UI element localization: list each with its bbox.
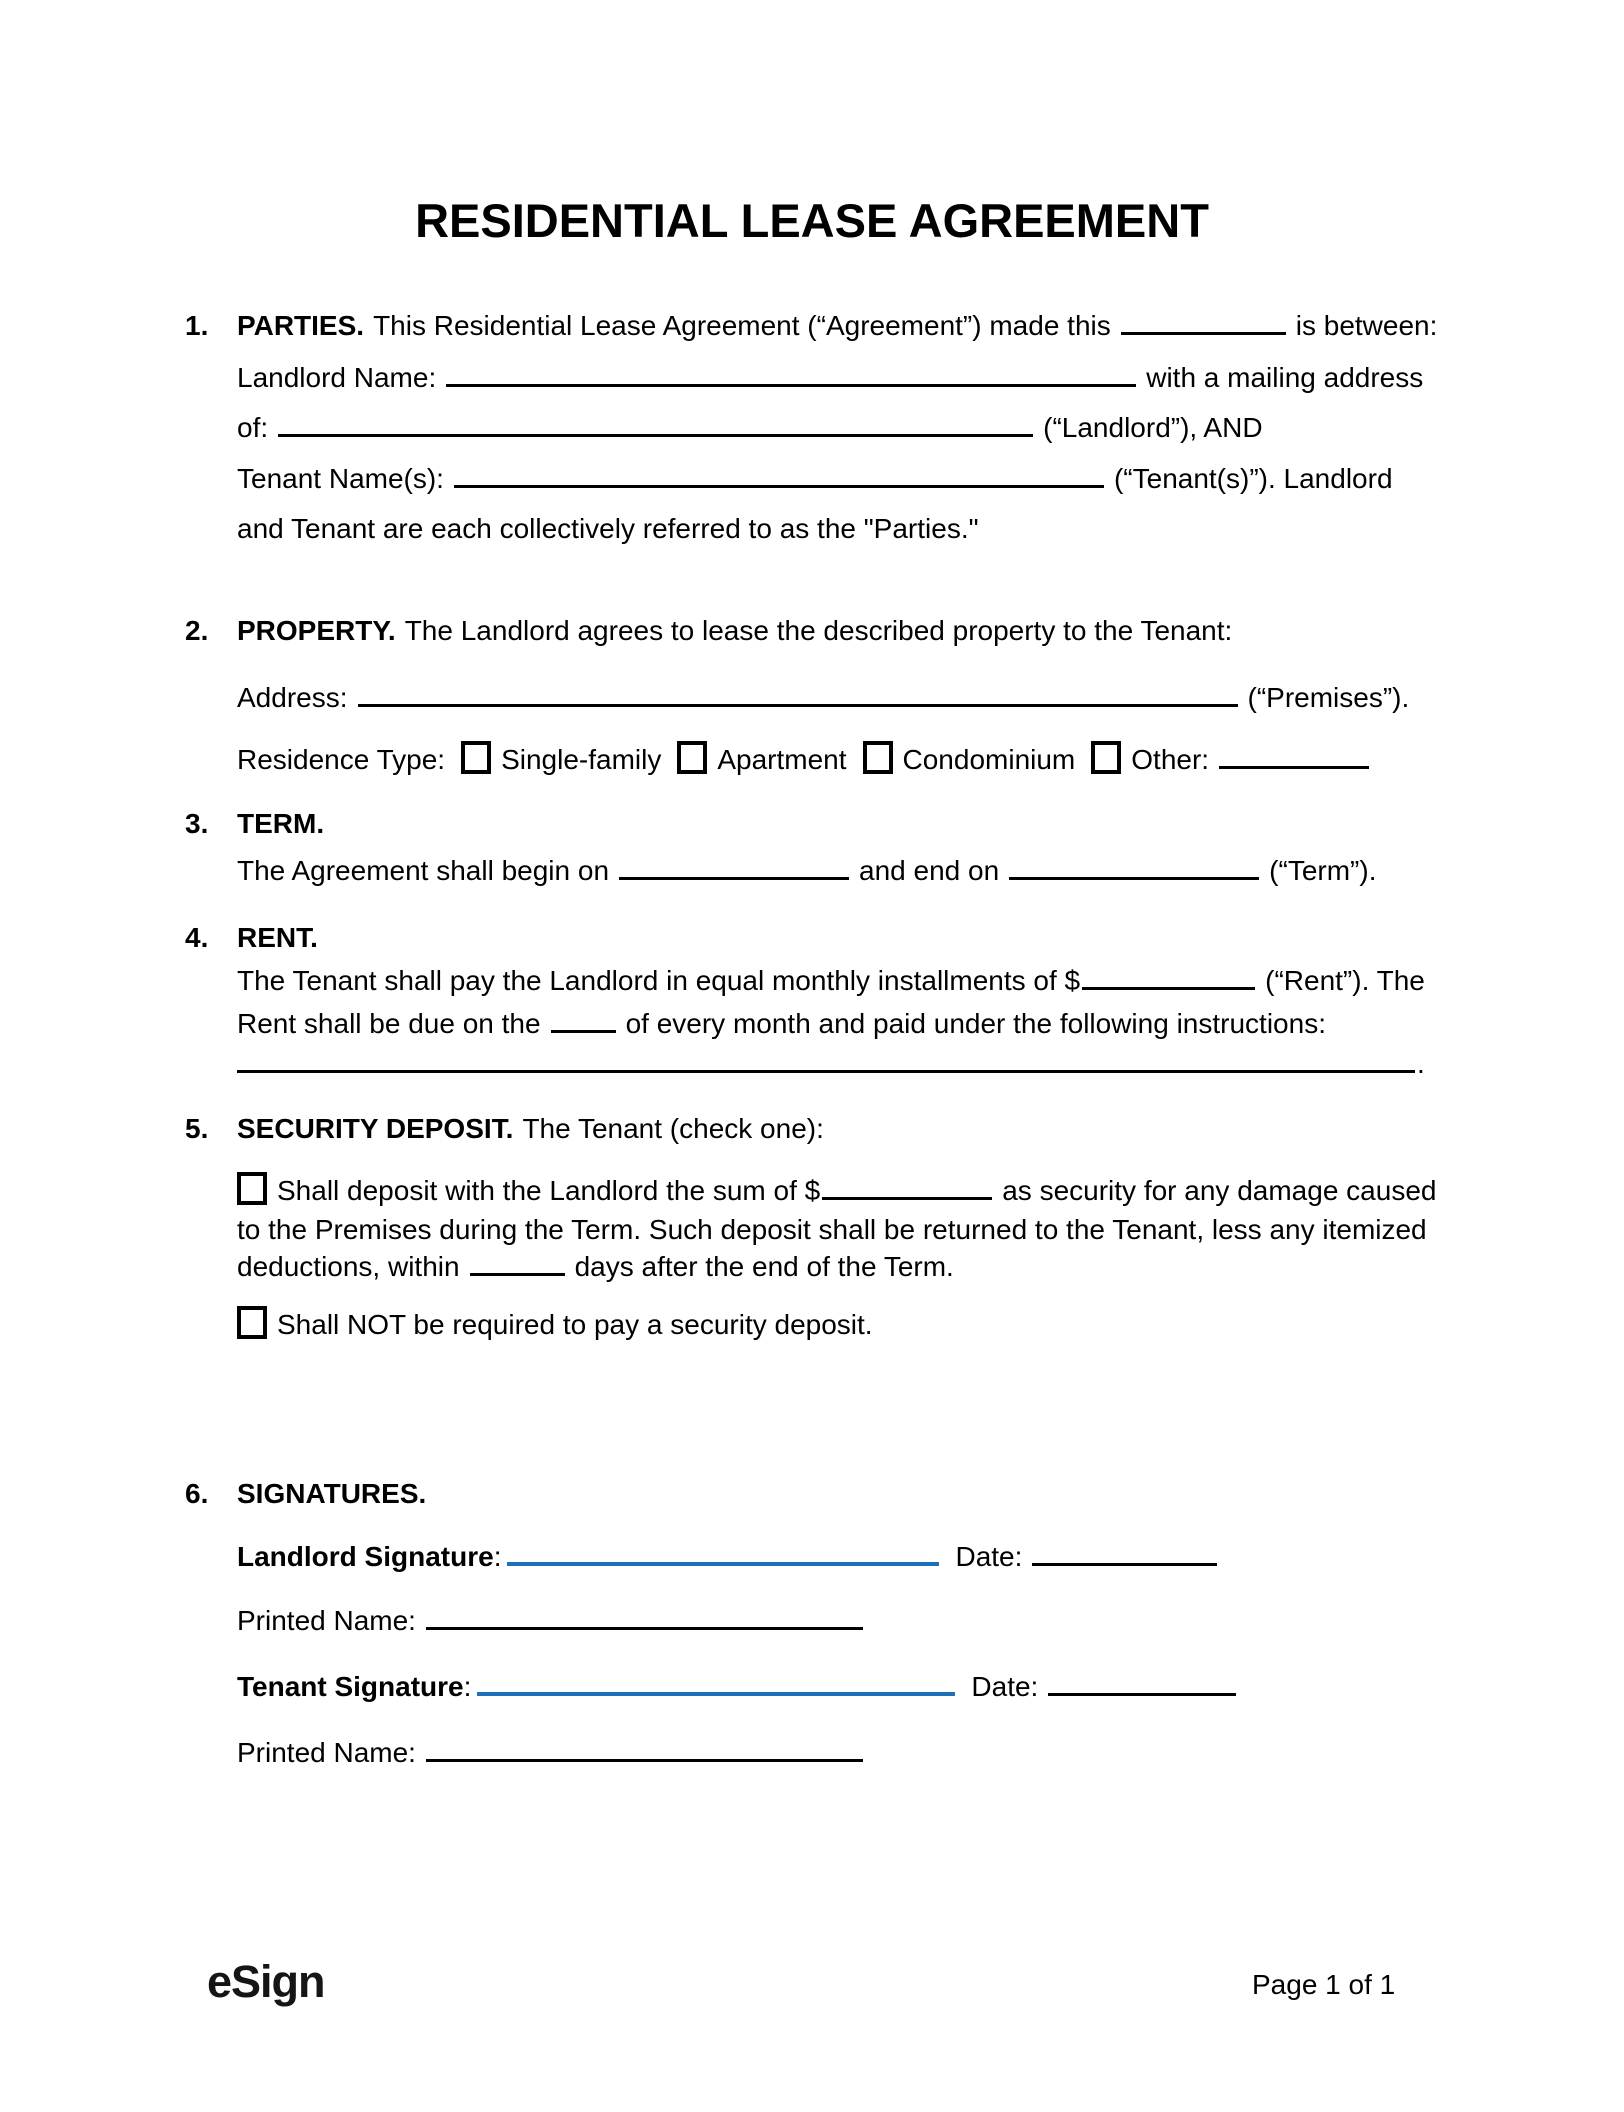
rent-text: Rent shall be due on the xyxy=(237,1008,541,1039)
page-number: Page 1 of 1 xyxy=(1252,1969,1396,2000)
term-line xyxy=(237,853,1376,889)
blank-payment-instructions[interactable] xyxy=(237,1046,1415,1073)
residence-type-label: Residence Type: xyxy=(237,744,446,775)
checkbox-condominium[interactable] xyxy=(863,741,893,774)
term-text: The Agreement shall begin on xyxy=(237,855,610,886)
deposit-option1-line-1 xyxy=(237,1172,1436,1209)
parties-line-1 xyxy=(185,308,1437,344)
rent-text: (“Rent”). The xyxy=(1265,965,1425,996)
rent-heading-line xyxy=(185,920,327,956)
document-title: RESIDENTIAL LEASE AGREEMENT xyxy=(415,194,1209,247)
blank-other-residence[interactable] xyxy=(1219,742,1369,769)
rent-text: . xyxy=(1417,1048,1425,1079)
deposit-text: deductions, within xyxy=(237,1251,460,1282)
blank-term-start-date[interactable] xyxy=(619,853,849,880)
security-deposit-intro: The Tenant (check one): xyxy=(522,1113,824,1144)
landlord-signature-line xyxy=(237,1538,1227,1575)
section-number: 2. xyxy=(185,615,209,646)
parties-line-3 xyxy=(237,410,1263,446)
blank-term-end-date[interactable] xyxy=(1009,853,1259,880)
parties-text: with a mailing address xyxy=(1146,362,1424,393)
date-label: Date: xyxy=(971,1671,1039,1702)
rent-text: The Tenant shall pay the Landlord in equal monthly installments of $ xyxy=(237,965,1081,996)
option-label-apartment: Apartment xyxy=(717,744,847,775)
blank-rent-due-day[interactable] xyxy=(551,1006,616,1033)
blank-landlord-printed-name[interactable] xyxy=(426,1603,863,1630)
checkbox-no-deposit[interactable] xyxy=(237,1306,267,1339)
deposit-text: as security for any damage caused xyxy=(1002,1175,1437,1206)
blank-landlord-address[interactable] xyxy=(278,410,1033,437)
deposit-option1-line-2 xyxy=(237,1212,1427,1248)
premises-text: (“Premises”). xyxy=(1247,682,1410,713)
section-heading-security-deposit: SECURITY DEPOSIT. xyxy=(237,1113,514,1144)
section-number: 4. xyxy=(185,922,209,953)
parties-text: is between: xyxy=(1295,310,1438,341)
option-label-single-family: Single-family xyxy=(501,744,662,775)
rent-line-1 xyxy=(237,963,1425,999)
parties-text: and Tenant are each collectively referred to as the "Parties." xyxy=(237,513,979,544)
parties-line-5 xyxy=(237,511,979,547)
tenant-names-label: Tenant Name(s): xyxy=(237,463,444,494)
landlord-signature-label: Landlord Signature xyxy=(237,1541,494,1572)
section-number: 6. xyxy=(185,1478,209,1509)
blank-tenant-names[interactable] xyxy=(454,461,1104,488)
deposit-text: Shall NOT be required to pay a security deposit. xyxy=(277,1309,873,1340)
blank-tenant-signature-date[interactable] xyxy=(1048,1669,1236,1696)
label-colon: : xyxy=(493,1541,502,1572)
checkbox-shall-deposit[interactable] xyxy=(237,1172,267,1205)
checkbox-single-family[interactable] xyxy=(461,741,491,774)
security-deposit-heading-line xyxy=(185,1111,824,1147)
section-heading-signatures: SIGNATURES. xyxy=(237,1478,427,1509)
property-heading-line xyxy=(185,613,1232,649)
property-address-line xyxy=(237,680,1409,716)
mailing-address-label: of: xyxy=(237,412,269,443)
section-number: 3. xyxy=(185,808,209,839)
section-heading-rent: RENT. xyxy=(237,922,318,953)
parties-text: (“Tenant(s)”). Landlord xyxy=(1113,463,1393,494)
deposit-option1-line-3 xyxy=(237,1249,954,1285)
term-heading-line xyxy=(185,806,333,842)
address-label: Address: xyxy=(237,682,348,713)
blank-deposit-amount[interactable] xyxy=(822,1173,992,1200)
term-text: and end on xyxy=(859,855,1000,886)
tenant-signature-field[interactable] xyxy=(477,1668,955,1696)
blank-deposit-return-days[interactable] xyxy=(470,1249,565,1276)
option-label-other: Other: xyxy=(1131,744,1210,775)
section-number: 5. xyxy=(185,1113,209,1144)
esign-logo: eSign xyxy=(207,1956,325,2007)
blank-agreement-date[interactable] xyxy=(1121,308,1286,335)
deposit-text: Shall deposit with the Landlord the sum of $ xyxy=(277,1175,821,1206)
section-heading-property: PROPERTY. xyxy=(237,615,396,646)
printed-name-label: Printed Name: xyxy=(237,1737,416,1768)
deposit-text: to the Premises during the Term. Such deposit shall be returned to the Tenant, less any itemized xyxy=(237,1214,1427,1245)
rent-text: of every month and paid under the following instructions: xyxy=(625,1008,1326,1039)
parties-line-4 xyxy=(237,461,1393,497)
parties-text: (“Landlord”), AND xyxy=(1043,412,1263,443)
checkbox-apartment[interactable] xyxy=(677,741,707,774)
rent-line-2 xyxy=(237,1006,1326,1042)
parties-line-2 xyxy=(237,360,1423,396)
option-label-condominium: Condominium xyxy=(902,744,1076,775)
tenant-signature-label: Tenant Signature xyxy=(237,1671,464,1702)
section-heading-parties: PARTIES. xyxy=(237,310,365,341)
tenant-printed-name-line xyxy=(237,1735,873,1771)
residence-type-line xyxy=(237,741,1379,778)
deposit-text: days after the end of the Term. xyxy=(574,1251,954,1282)
printed-name-label: Printed Name: xyxy=(237,1605,416,1636)
deposit-option2-line xyxy=(237,1306,873,1343)
rent-line-3 xyxy=(237,1046,1425,1082)
blank-landlord-name[interactable] xyxy=(446,360,1136,387)
landlord-name-label: Landlord Name: xyxy=(237,362,437,393)
term-text: (“Term”). xyxy=(1269,855,1377,886)
parties-text: This Residential Lease Agreement (“Agreement”) made this xyxy=(373,310,1111,341)
property-intro: The Landlord agrees to lease the described property to the Tenant: xyxy=(404,615,1233,646)
section-heading-term: TERM. xyxy=(237,808,325,839)
signatures-heading-line xyxy=(185,1476,435,1512)
landlord-printed-name-line xyxy=(237,1603,873,1639)
blank-rent-amount[interactable] xyxy=(1082,963,1255,990)
blank-landlord-signature-date[interactable] xyxy=(1032,1539,1217,1566)
date-label: Date: xyxy=(955,1541,1023,1572)
blank-property-address[interactable] xyxy=(358,680,1238,707)
blank-tenant-printed-name[interactable] xyxy=(426,1735,863,1762)
tenant-signature-line xyxy=(237,1668,1246,1705)
checkbox-other[interactable] xyxy=(1091,741,1121,774)
landlord-signature-field[interactable] xyxy=(507,1538,939,1566)
section-number: 1. xyxy=(185,310,209,341)
label-colon: : xyxy=(463,1671,472,1702)
